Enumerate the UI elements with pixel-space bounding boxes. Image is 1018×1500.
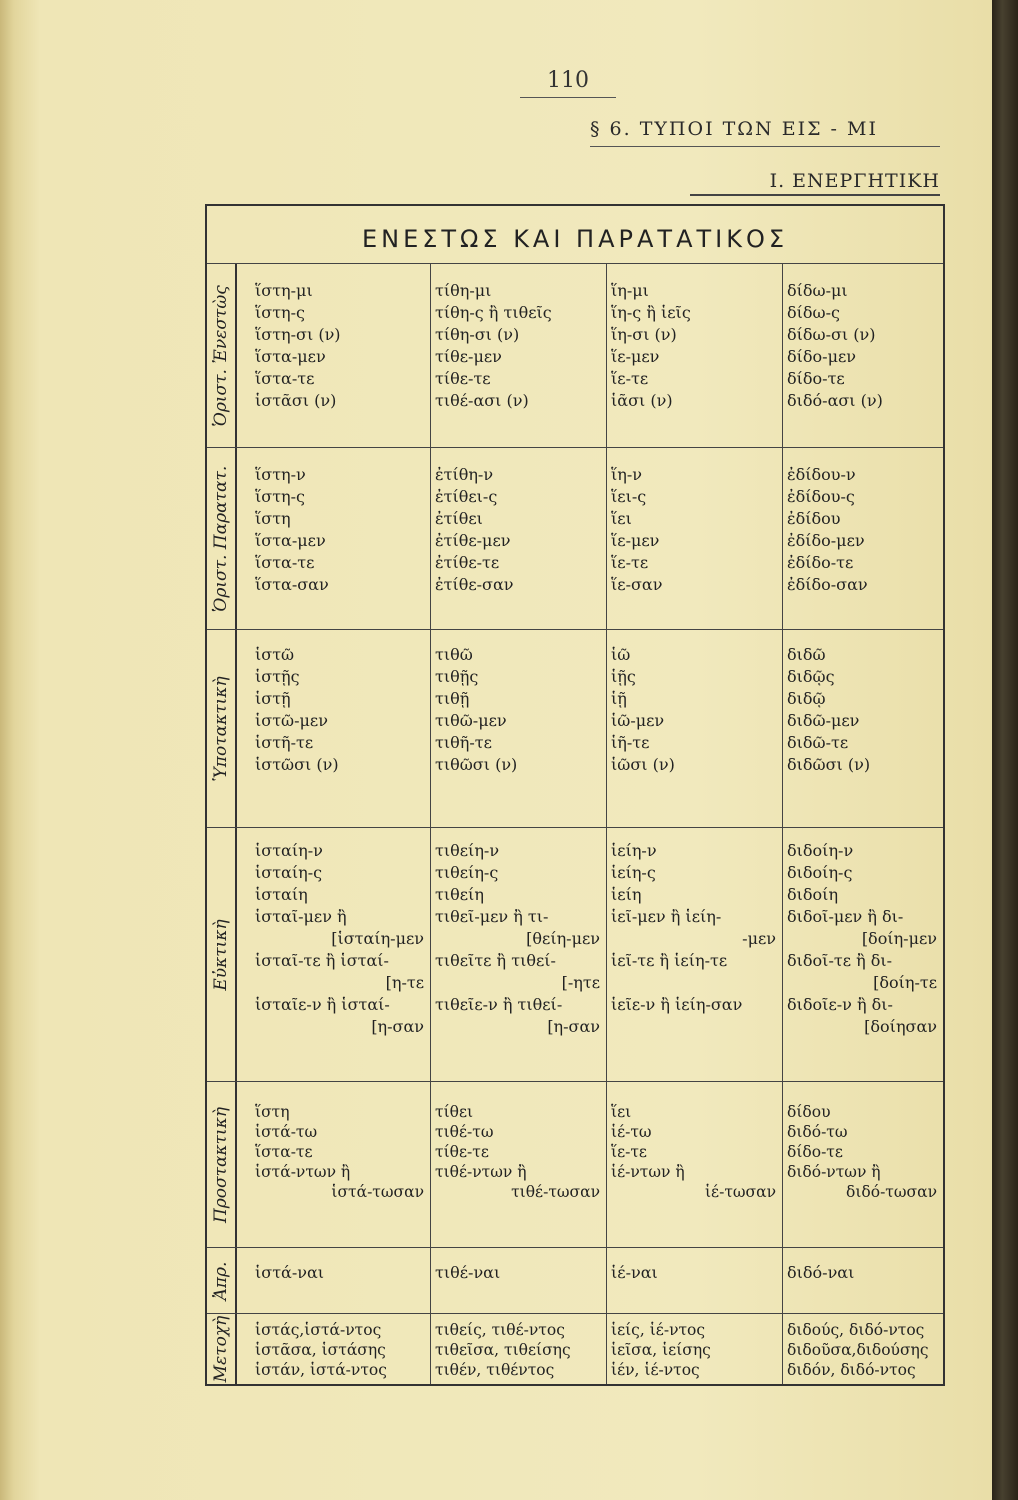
section-title: § 6. ΤΥΠΟΙ ΤΩΝ ΕΙΣ - ΜΙ [590,118,940,147]
cell-tithemi: τιθέ-ναι [435,1248,607,1313]
cell-hiemi: ἵει ἱέ-τω ἵε-τε ἱέ-ντων ἢ ἱέ-τωσαν [611,1082,783,1247]
cell-didomi: διδό-ναι [787,1263,855,1282]
row-label: Προστακτικὴ [207,1082,237,1247]
cell-hiemi: ἵη-μι ἵη-ς ἢ ἱεῖς ἵη-σι (ν) ἵε-μεν ἵε-τε ἱᾶσι (ν) [611,264,783,447]
cell-didomi: ἐδίδου-ν ἐδίδου-ς ἐδίδου ἐδίδο-μεν ἐδίδο-τε ἐδίδο-σαν [787,465,868,594]
row-optative [207,828,943,1082]
row-subjunctive [207,630,943,828]
cell-istemi: ἱστάς,ἱστά-ντος ἱστᾶσα, ἱστάσης ἱστάν, ἱστά-ντος [255,1314,431,1384]
cell-istemi: ἱσταίη-ν ἱσταίη-ς ἱσταίη ἱσταῖ-μεν ἢ [ἱσταίη-μεν ἱσταῖ-τε ἢ ἱσταί- [η-τε ἱσταῖε-ν ἢ ἱσταί- [η-σαν [255,828,431,1081]
row-label: Εὐκτικὴ [207,828,237,1081]
cell-didomi: διδοίη-ν διδοίη-ς διδοίη διδοῖ-μεν ἢ δι- [δοίη-μεν διδοῖ-τε ἢ δι- [δοίη-τε διδοῖε-ν ἢ δι- [δοίησαν [787,841,937,1036]
cell-didomi: δίδου διδό-τω δίδο-τε διδό-ντων ἢ διδό-τωσαν [787,1103,937,1201]
cell-istemi: ἵστη-ν ἵστη-ς ἵστη ἵστα-μεν ἵστα-τε ἵστα-σαν [255,448,431,629]
row-label: Ὁριστ. Παρατατ. [207,448,237,629]
page-number: 110 [520,68,616,98]
cell-tithemi: ἐτίθη-ν ἐτίθει-ς ἐτίθει ἐτίθε-μεν ἐτίθε-τε ἐτίθε-σαν [435,448,607,629]
row-label: Ὑποτακτικὴ [207,630,237,827]
cell-istemi: ἱστῶ ἱστῇς ἱστῇ ἱστῶ-μεν ἱστῆ-τε ἱστῶσι (ν) [255,630,431,827]
cell-istemi: ἵστη-μι ἵστη-ς ἵστη-σι (ν) ἵστα-μεν ἵστα-τε ἱστᾶσι (ν) [255,264,431,447]
row-indicative-imperfect [207,448,943,630]
cell-didomi: διδούς, διδό-ντος διδοῦσα,διδούσης διδόν, διδό-ντος [787,1321,929,1379]
cell-tithemi: τιθείς, τιθέ-ντος τιθεῖσα, τιθείσης τιθέν, τιθέντος [435,1314,607,1384]
row-participle [207,1314,943,1384]
row-label: Ὁριστ. Ἐνεστὼς [207,264,237,447]
row-imperative [207,1082,943,1248]
cell-tithemi: τιθῶ τιθῇς τιθῇ τιθῶ-μεν τιθῆ-τε τιθῶσι (ν) [435,630,607,827]
page-edge [992,0,1018,1500]
cell-hiemi: ἵη-ν ἵει-ς ἵει ἵε-μεν ἵε-τε ἵε-σαν [611,448,783,629]
cell-tithemi: τιθείη-ν τιθείη-ς τιθείη τιθεῖ-μεν ἢ τι- [θείη-μεν τιθεῖτε ἢ τιθεί- [-ητε τιθεῖε-ν ἢ τιθεί- [η-σαν [435,828,607,1081]
cell-didomi: δίδω-μι δίδω-ς δίδω-σι (ν) δίδο-μεν δίδο-τε διδό-ασι (ν) [787,281,883,410]
row-infinitive [207,1248,943,1314]
row-label: Ἀπρ. [207,1248,237,1313]
cell-hiemi: ἱείη-ν ἱείη-ς ἱείη ἱεῖ-μεν ἢ ἱείη- -μεν ἱεῖ-τε ἢ ἱείη-τε ἱεῖε-ν ἢ ἱείη-σαν [611,828,783,1081]
cell-istemi: ἱστά-ναι [255,1248,431,1313]
cell-didomi: διδῶ διδῷς διδῷ διδῶ-μεν διδῶ-τε διδῶσι (ν) [787,645,871,774]
cell-tithemi: τίθη-μι τίθη-ς ἢ τιθεῖς τίθη-σι (ν) τίθε-μεν τίθε-τε τιθέ-ασι (ν) [435,264,607,447]
voice-title: I. ΕΝΕΡΓΗΤΙΚΗ [690,170,940,196]
cell-hiemi: ἱῶ ἱῇς ἱῇ ἱῶ-μεν ἱῆ-τε ἱῶσι (ν) [611,630,783,827]
table-header: ΕΝΕΣΤΩΣ ΚΑΙ ΠΑΡΑΤΑΤΙΚΟΣ [207,206,943,264]
cell-hiemi: ἱείς, ἱέ-ντος ἱεῖσα, ἱείσης ἱέν, ἱέ-ντος [611,1314,783,1384]
row-label: Μετοχὴ [207,1314,237,1384]
cell-tithemi: τίθει τιθέ-τω τίθε-τε τιθέ-ντων ἢ τιθέ-τωσαν [435,1082,607,1247]
row-indicative-present [207,264,943,448]
cell-hiemi: ἱέ-ναι [611,1248,783,1313]
conjugation-table [205,204,945,1386]
cell-istemi: ἵστη ἱστά-τω ἵστα-τε ἱστά-ντων ἢ ἱστά-τωσαν [255,1082,431,1247]
